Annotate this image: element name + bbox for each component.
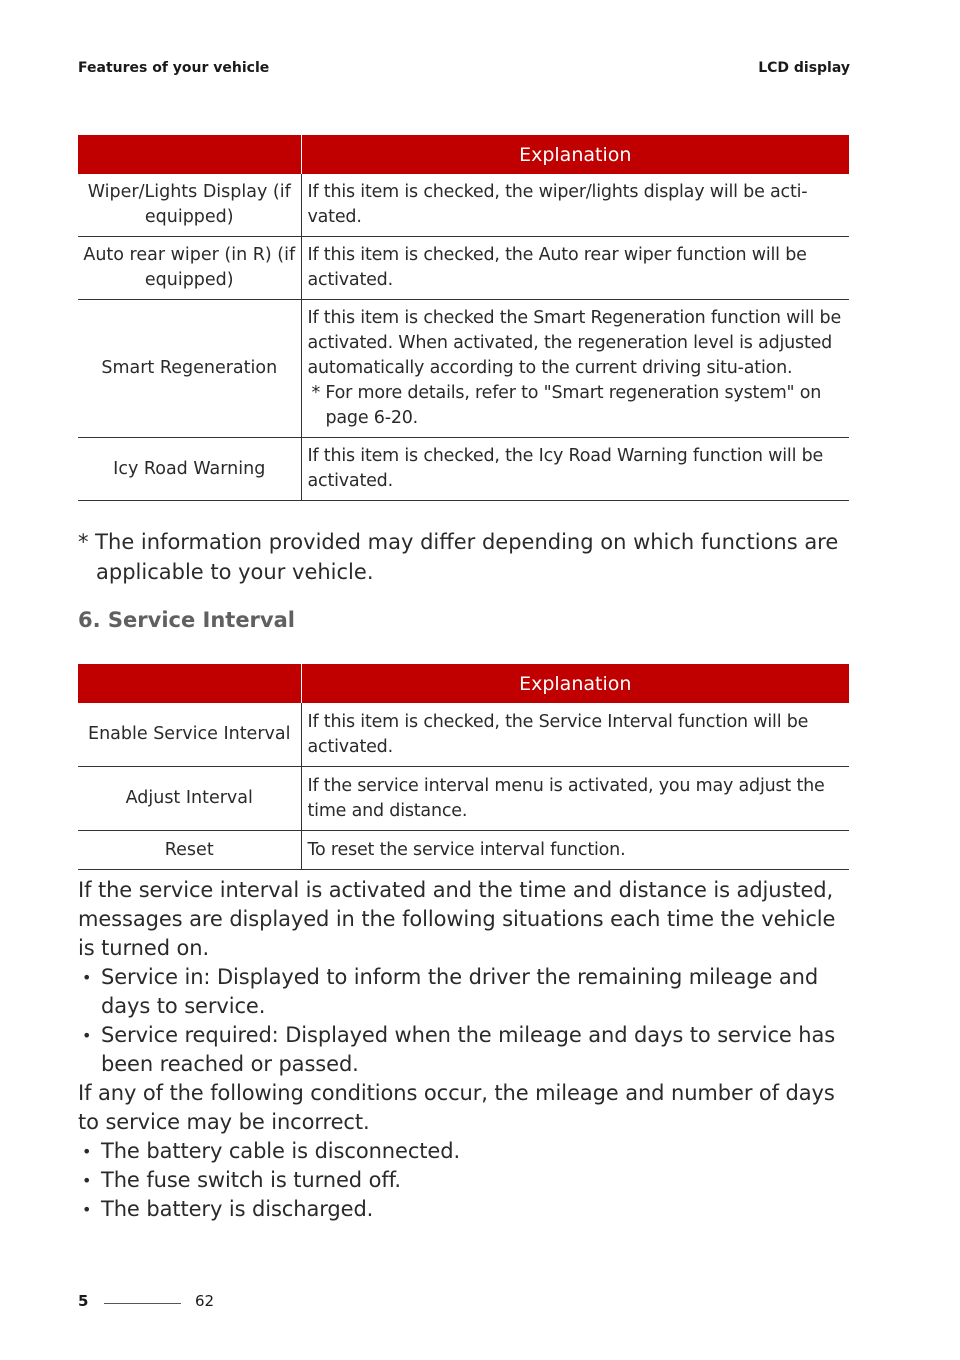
header-explanation: Explanation: [301, 664, 849, 703]
item-name: Icy Road Warning: [78, 438, 301, 501]
table-row: [78, 438, 849, 501]
table-row: [78, 703, 849, 767]
table-footnote: * The information provided may differ depending on which functions are applicable to your vehicle.: [78, 530, 839, 584]
explanation-text: If this item is checked the Smart Regeneration function will be activated. When activated, the regeneration level is adjusted automatically according to the current driving situ-ation.: [307, 308, 842, 378]
bullet-item: • The battery is discharged.: [78, 1195, 853, 1224]
item-name: Auto rear wiper (in R) (if equipped): [78, 237, 301, 300]
paragraph: If any of the following conditions occur, the mileage and number of days to service may be incorrect.: [78, 1081, 835, 1134]
item-name: Smart Regeneration: [78, 300, 301, 438]
chapter-number: 5: [78, 1292, 89, 1310]
bullet-item: • The battery cable is disconnected.: [78, 1137, 853, 1166]
table-row: [78, 174, 849, 237]
item-explanation: [301, 300, 849, 438]
table-row: [78, 831, 849, 870]
table-header-row: [78, 135, 849, 174]
item-explanation: If the service interval menu is activated, you may adjust the time and distance.: [301, 767, 849, 831]
footer-divider: [104, 1303, 181, 1304]
header-explanation: Explanation: [301, 135, 849, 174]
item-name: Reset: [78, 831, 301, 870]
paragraph: If the service interval is activated and the time and distance is adjusted, messages are displayed in the following situations each time the vehicle is turned on.: [78, 878, 836, 960]
item-name: Enable Service Interval: [78, 703, 301, 767]
table-row: [78, 300, 849, 438]
table-header-row: [78, 664, 849, 703]
service-interval-body: [78, 876, 853, 1224]
item-name: Adjust Interval: [78, 767, 301, 831]
item-explanation: If this item is checked, the Auto rear wiper function will be activated.: [301, 237, 849, 300]
item-name: Wiper/Lights Display (if equipped): [78, 174, 301, 237]
settings-table-2: [78, 664, 849, 870]
item-explanation: To reset the service interval function.: [301, 831, 849, 870]
bullet-item: • Service in: Displayed to inform the driver the remaining mileage and days to service.: [78, 963, 853, 1021]
table-row: [78, 767, 849, 831]
reference-note: * For more details, refer to "Smart regeneration system" on page 6-20.: [311, 383, 822, 428]
bullet-item: • The fuse switch is turned off.: [78, 1166, 853, 1195]
table-row: [78, 237, 849, 300]
section-title: 6. Service Interval: [78, 608, 295, 632]
item-explanation: If this item is checked, the Service Interval function will be activated.: [301, 703, 849, 767]
running-header-section: Features of your vehicle: [78, 60, 270, 76]
header-blank-cell: [78, 135, 301, 174]
settings-table-1: [78, 135, 849, 501]
bullet-item: • Service required: Displayed when the mileage and days to service has been reached or passed.: [78, 1021, 853, 1079]
page-number: 62: [195, 1292, 215, 1310]
item-explanation: If this item is checked, the wiper/lights display will be acti-vated.: [301, 174, 849, 237]
item-explanation: If this item is checked, the Icy Road Warning function will be activated.: [301, 438, 849, 501]
running-header-topic: LCD display: [758, 60, 850, 76]
header-blank-cell: [78, 664, 301, 703]
